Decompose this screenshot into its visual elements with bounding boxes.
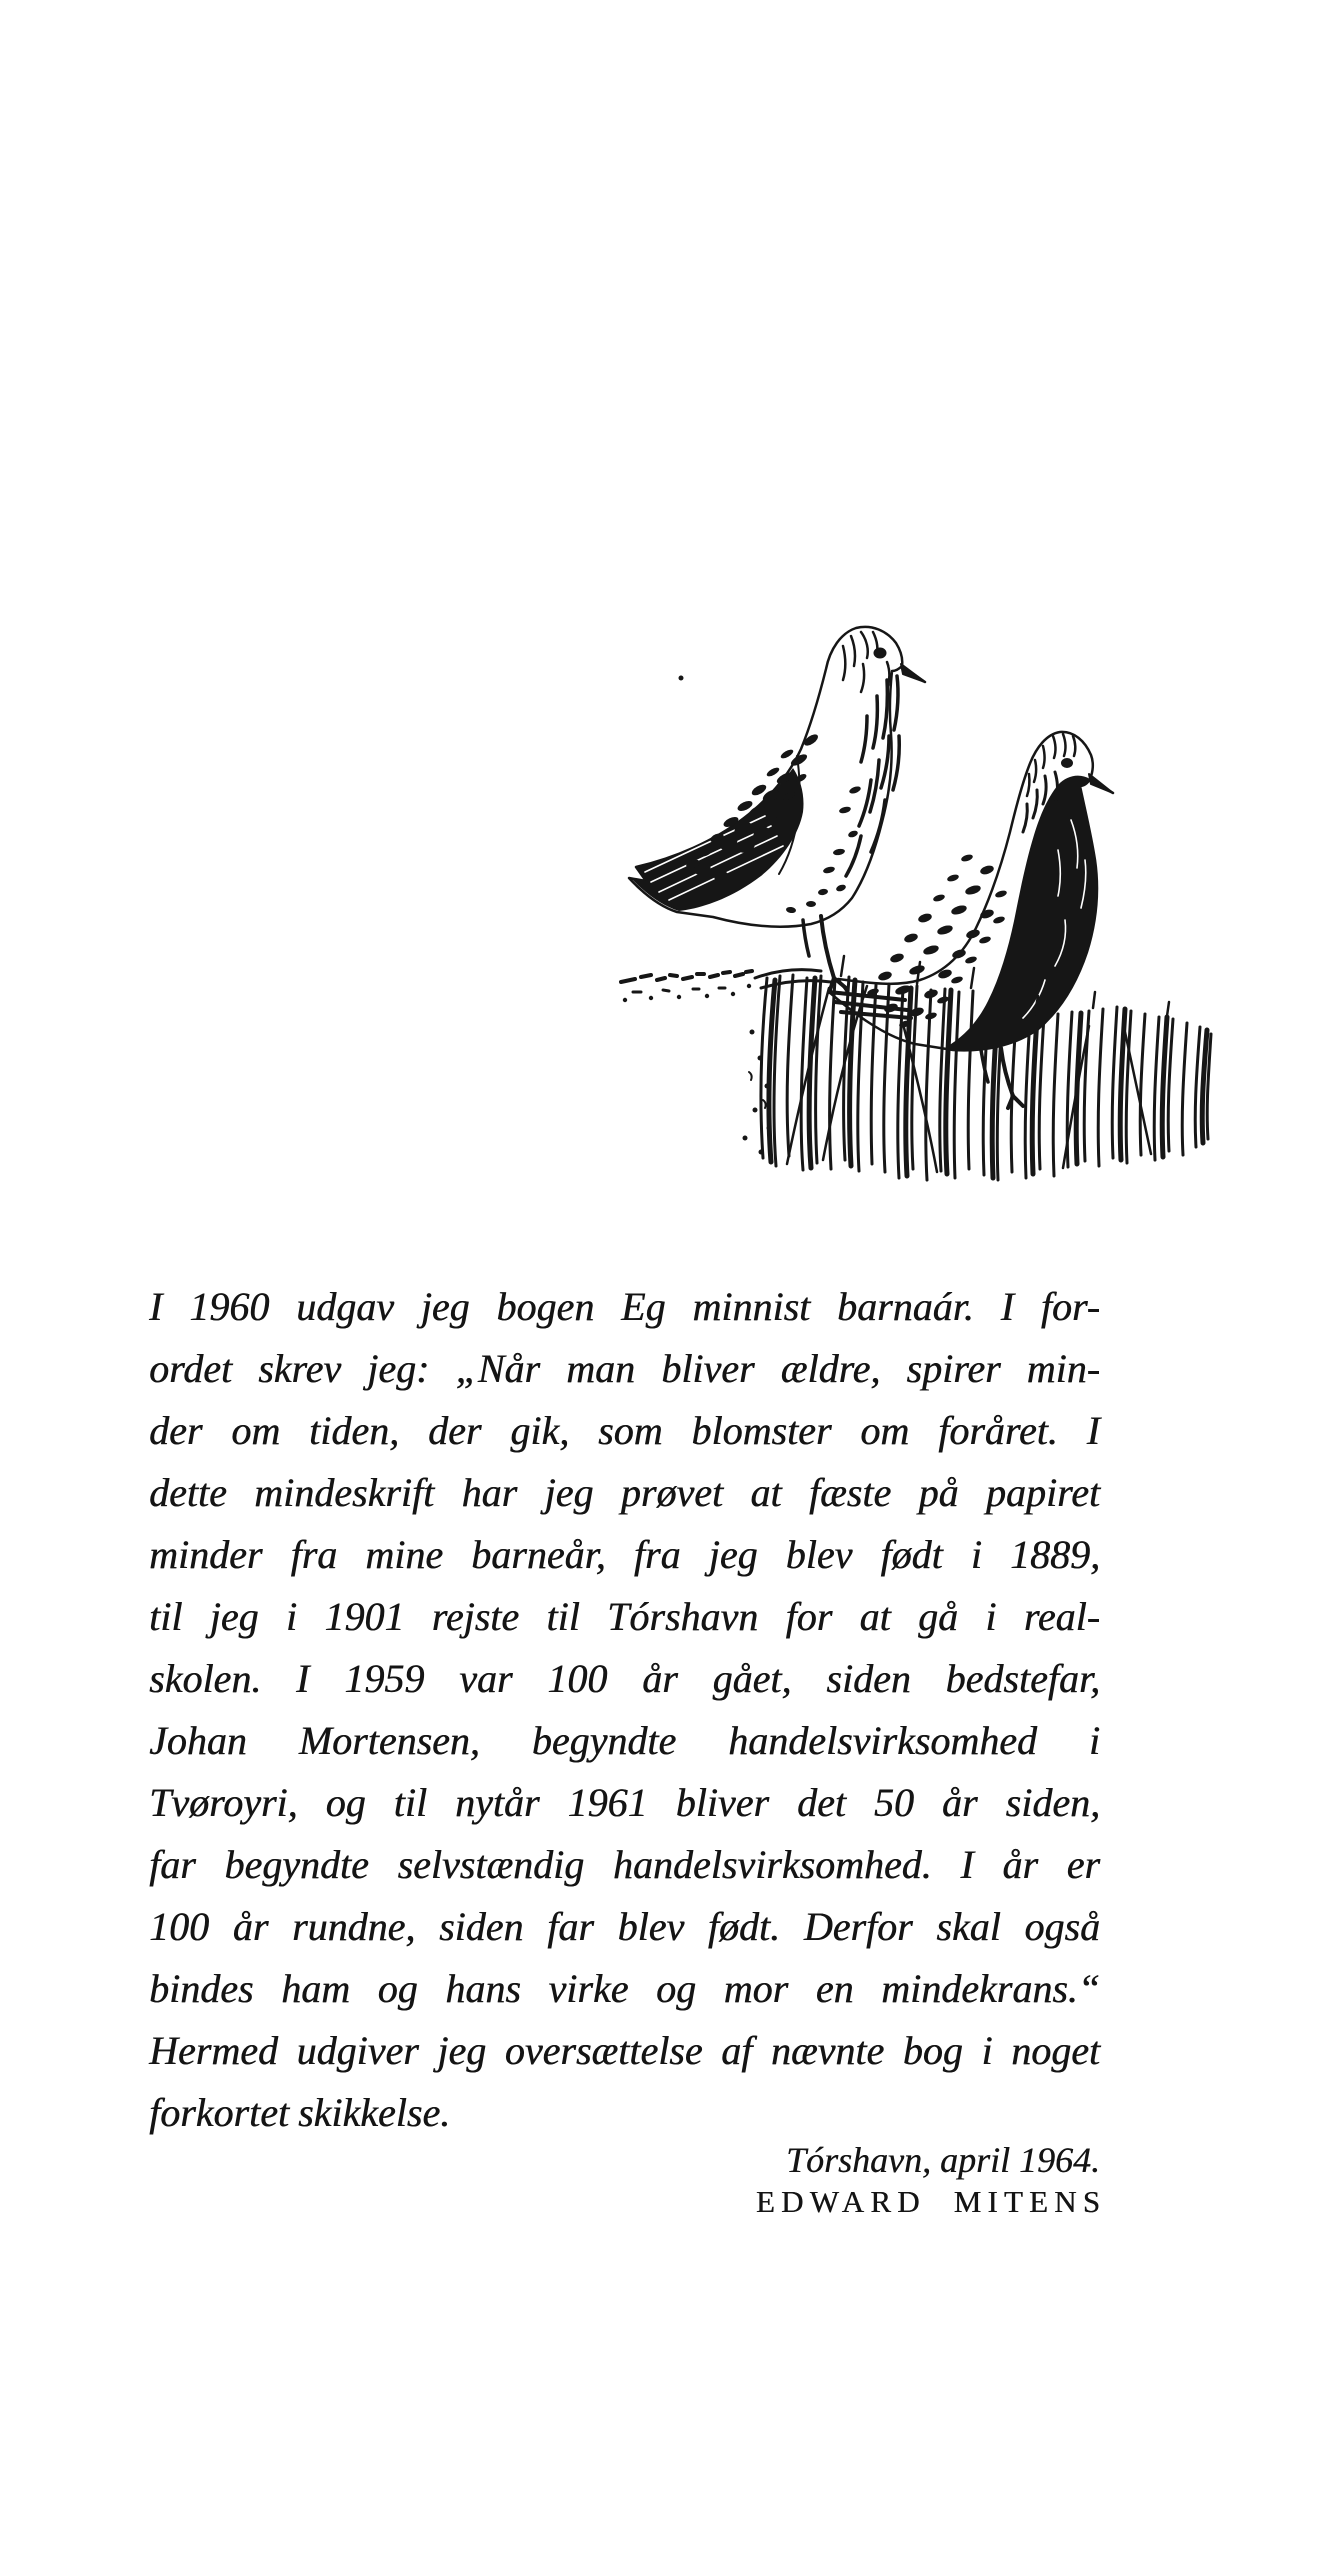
- two-plovers-drawing: [615, 620, 1215, 1195]
- bird-illustration: [615, 620, 1215, 1195]
- foreword-line-8: Johan Mortensen, begyndte handelsvirksomhed i: [149, 1718, 1100, 1763]
- foreword-line-3: der om tiden, der gik, som blomster om foråret. I: [149, 1408, 1100, 1453]
- author-name: [149, 2184, 1107, 2220]
- foreword-line-11: 100 år rundne, siden far blev født. Derfor skal også: [149, 1904, 1100, 1949]
- author-name-text: EDWARD MITENS: [755, 2184, 1107, 2219]
- foreword-line-5: minder fra mine barneår, fra jeg blev født i 1889,: [149, 1532, 1100, 1577]
- foreword-line-2: ordet skrev jeg: „Når man bliver ældre, spirer min-: [149, 1346, 1100, 1391]
- ink-dot: [679, 676, 684, 681]
- foreword-line-7: skolen. I 1959 var 100 år gået, siden bedstefar,: [149, 1656, 1100, 1701]
- ground-stubble: [621, 971, 772, 1155]
- foreword-line-14: forkortet skikkelse.: [149, 2090, 451, 2135]
- foreword-line-4: dette mindeskrift har jeg prøvet at fæste på papiret: [149, 1470, 1100, 1515]
- foreword-line-12: bindes ham og hans virke og mor en mindekrans.“: [149, 1966, 1100, 2011]
- foreword-line-6: til jeg i 1901 rejste til Tórshavn for at gå i real-: [149, 1594, 1100, 1639]
- foreword-line-9: Tvøroyri, og til nytår 1961 bliver det 50 år siden,: [149, 1780, 1100, 1825]
- bird-left: [629, 627, 925, 990]
- foreword-line-10: far begyndte selvstændig handelsvirksomhed. I år er: [149, 1842, 1100, 1887]
- foreword-line-1: I 1960 udgav jeg bogen Eg minnist barnaár. I for-: [149, 1284, 1100, 1329]
- foreword-line-13: Hermed udgiver jeg oversættelse af nævnte bog i noget: [149, 2028, 1100, 2073]
- dateline: Tórshavn, april 1964.: [785, 2140, 1100, 2180]
- foreword-text: [149, 1276, 1100, 2144]
